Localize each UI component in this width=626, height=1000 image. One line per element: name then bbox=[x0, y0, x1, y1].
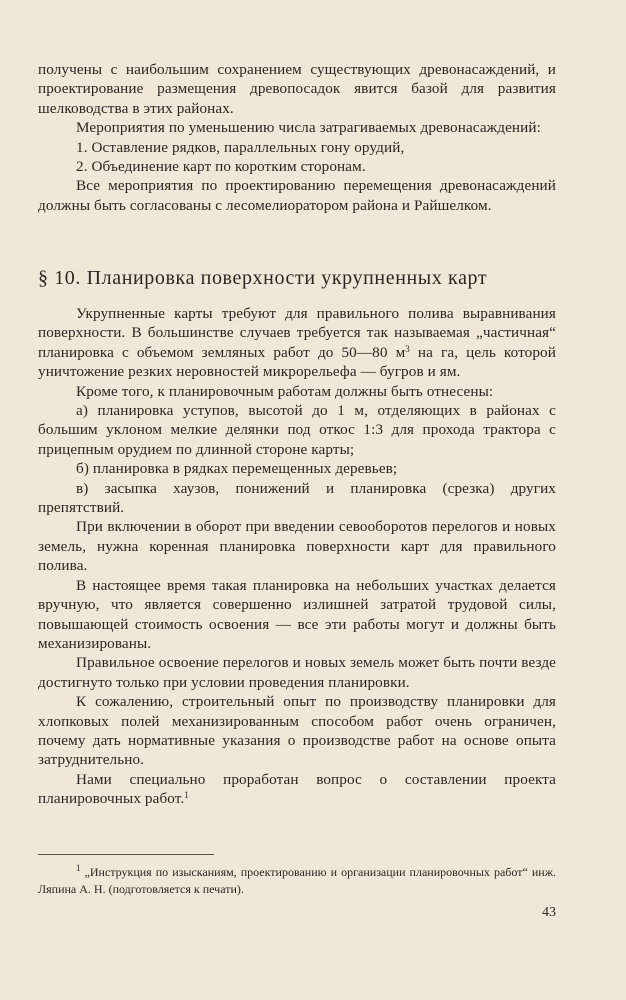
footnote-divider bbox=[38, 854, 214, 855]
paragraph: Все мероприятия по проектированию перемещения древонасаждений должны быть согласованы с лесомелиоратором района и Райшелком. bbox=[38, 177, 556, 214]
section-body bbox=[38, 304, 556, 809]
list-item: 1. Оставление рядков, параллельных гону орудий, bbox=[76, 138, 405, 156]
footnote-marker: 1 bbox=[76, 863, 81, 873]
list-item: а) планировка уступов, высотой до 1 м, отделяющих в районах с большим уклоном мелкие делянки под откос 1:3 для прохода трактора с прицепным орудием по длинной стороне карты; bbox=[38, 402, 556, 458]
paragraph: получены с наибольшим сохранением существующих древонасаждений, и проектирование размещения древопосадок явится базой для развития шелководства в этих районах. bbox=[38, 61, 556, 117]
list-item: б) планировка в рядках перемещенных деревьев; bbox=[76, 460, 398, 478]
footnote-reference: 1 bbox=[184, 790, 189, 801]
paragraph: К сожалению, строительный опыт по производству планировки для хлопковых полей механизированным способом работ очень ограничен, почему дать нормативные указания о производстве работ на основе опыта затруднительно. bbox=[38, 693, 556, 769]
footnote bbox=[38, 864, 556, 898]
paragraph: Мероприятия по уменьшению числа затрагиваемых древонасаждений: bbox=[76, 119, 541, 137]
section-heading: § 10. Планировка поверхности укрупненных карт bbox=[38, 267, 488, 289]
top-text-block bbox=[38, 60, 556, 215]
paragraph-text: Нами специально проработан вопрос о составлении проекта планировочных работ. bbox=[38, 770, 556, 808]
paragraph bbox=[38, 770, 556, 809]
page-number: 43 bbox=[542, 905, 556, 920]
paragraph bbox=[38, 304, 556, 382]
paragraph-text: на га, цель которой уничтожение резких неровностей микрорельефа — бугров и ям. bbox=[38, 343, 556, 381]
paragraph: Кроме того, к планировочным работам должны быть отнесены: bbox=[76, 382, 494, 400]
paragraph: В настоящее время такая планировка на небольших участках делается вручную, что является совершенно излишней затратой трудовой силы, повышающей стоимость освоения — все эти работы могут и должны быть механизированы. bbox=[38, 576, 556, 652]
superscript: 3 bbox=[405, 343, 410, 354]
list-item: в) засыпка хаузов, понижений и планировка (срезка) других препятствий. bbox=[38, 479, 556, 517]
list-item: 2. Объединение карт по коротким сторонам. bbox=[76, 158, 366, 176]
paragraph: При включении в оборот при введении севооборотов перелогов и новых земель, нужна коренная планировка поверхности карт для правильного полива. bbox=[38, 518, 556, 575]
footnote-text: „Инструкция по изысканиям, проектированию и организации планировочных работ“ инж. Ляпина А. Н. (подготовляется к печати). bbox=[38, 865, 556, 896]
paragraph: Правильное освоение перелогов и новых земель может быть почти везде достигнуто только при условии проведения планировки. bbox=[38, 654, 556, 691]
paragraph-text: Укрупненные карты требуют для правильного полива выравнивания поверхности. В большинстве случаев требуется так называемая „частичная“ планировка с объемом земляных работ до 50—80 м bbox=[38, 305, 556, 361]
